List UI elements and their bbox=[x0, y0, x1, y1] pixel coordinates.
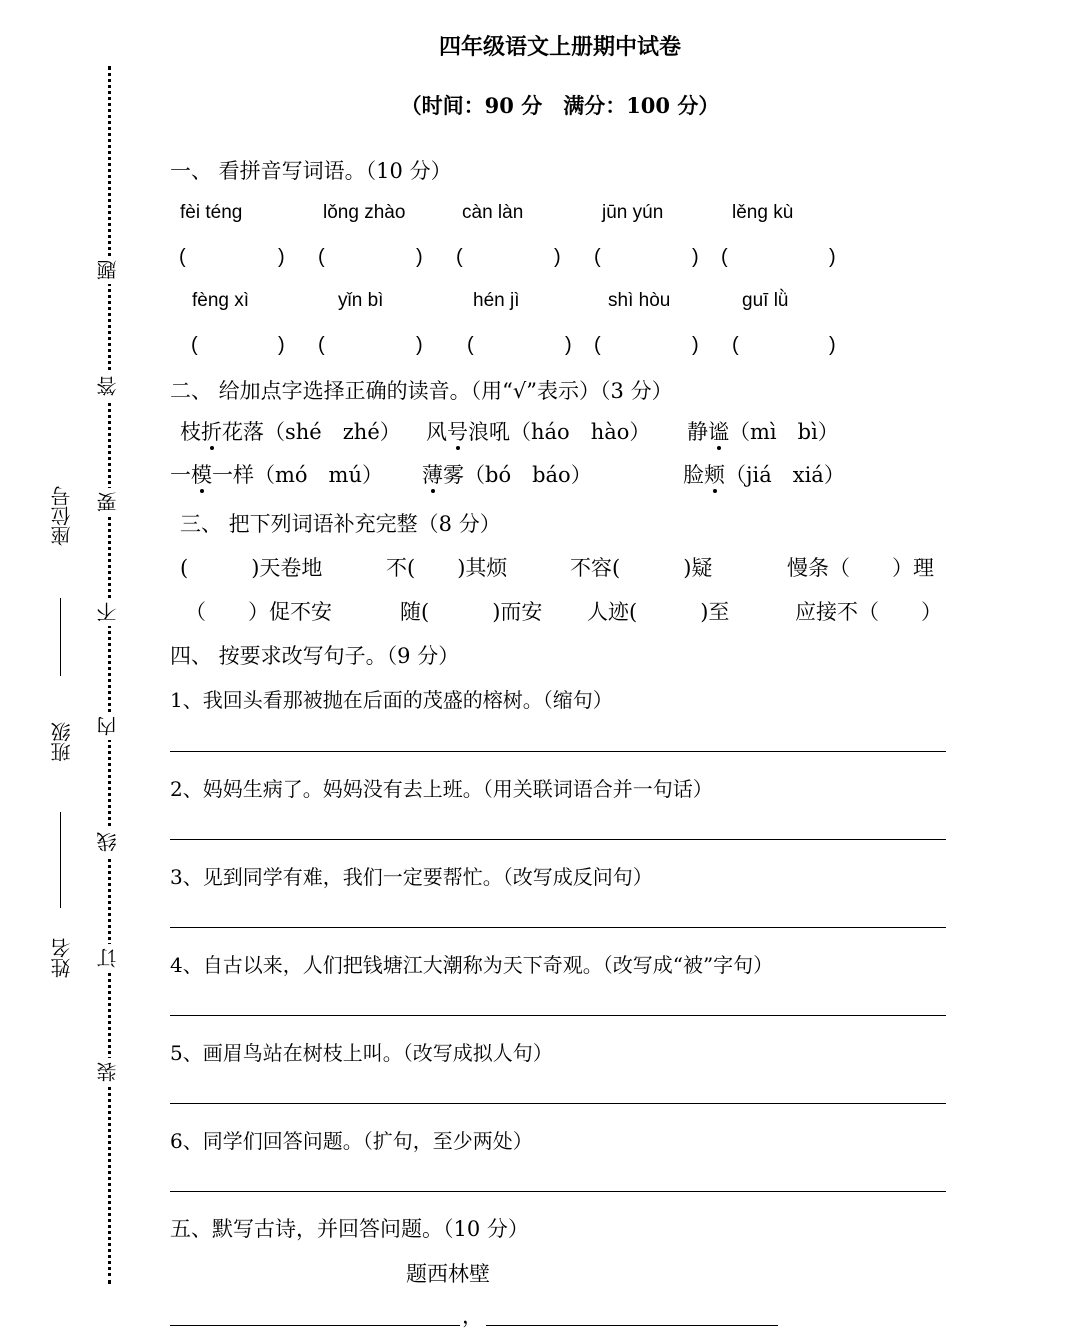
answer-line[interactable] bbox=[170, 1103, 946, 1104]
reading-item: 一模一样（mó mú） bbox=[170, 463, 383, 487]
binding-char: 答 bbox=[98, 372, 118, 400]
reading-item: 风号浪吼（háo hào） bbox=[426, 420, 651, 444]
binding-char: 题 bbox=[98, 256, 118, 284]
answer-line[interactable] bbox=[170, 839, 946, 840]
answer-paren-open: ( bbox=[594, 246, 601, 268]
section3-heading: 三、 把下列词语补充完整（8 分） bbox=[180, 512, 501, 536]
answer-paren-close: ) bbox=[692, 246, 699, 268]
idiom-item: 慢条（ ）理 bbox=[787, 556, 934, 580]
poem-line-2[interactable] bbox=[486, 1325, 778, 1326]
answer-line[interactable] bbox=[170, 751, 946, 752]
binding-char: 线 bbox=[98, 828, 118, 856]
class-label: 班级 bbox=[50, 722, 74, 762]
answer-paren-open: ( bbox=[467, 334, 474, 356]
section5-heading: 五、默写古诗，并回答问题。（10 分） bbox=[170, 1217, 529, 1241]
pinyin: fèi téng bbox=[180, 202, 243, 223]
pinyin: lǒng zhào bbox=[323, 202, 406, 223]
idiom-item: 随( )而安 bbox=[400, 600, 543, 624]
answer-line[interactable] bbox=[170, 1191, 946, 1192]
pinyin: jūn yún bbox=[602, 202, 664, 223]
binding-dotted-line bbox=[108, 66, 111, 1284]
idiom-item: （ ）促不安 bbox=[185, 600, 332, 624]
pinyin: shì hòu bbox=[608, 290, 671, 311]
pinyin: fèng xì bbox=[192, 290, 250, 311]
poem-title: 题西林壁 bbox=[406, 1262, 490, 1286]
seat-number-label: 座位号 bbox=[50, 486, 74, 546]
rewrite-question: 4、自古以来，人们把钱塘江大潮称为天下奇观。（改写成“被”字句） bbox=[170, 953, 774, 977]
page-title: 四年级语文上册期中试卷 bbox=[438, 34, 681, 60]
name-label: 姓名 bbox=[50, 938, 74, 978]
binding-char: 要 bbox=[98, 488, 118, 516]
answer-line[interactable] bbox=[170, 1015, 946, 1016]
rewrite-question: 6、同学们回答问题。（扩句，至少两处） bbox=[170, 1129, 533, 1153]
answer-paren-open: ( bbox=[456, 246, 463, 268]
answer-paren-open: ( bbox=[318, 246, 325, 268]
reading-item: 枝折花落（shé zhé） bbox=[180, 420, 401, 444]
answer-paren-close: ) bbox=[416, 334, 423, 356]
seat-number-field[interactable] bbox=[60, 598, 61, 676]
answer-paren-open: ( bbox=[318, 334, 325, 356]
answer-paren-close: ) bbox=[829, 246, 836, 268]
answer-paren-open: ( bbox=[191, 334, 198, 356]
answer-paren-open: ( bbox=[721, 246, 728, 268]
pinyin: yǐn bì bbox=[338, 290, 384, 311]
binding-char: 内 bbox=[98, 712, 118, 740]
rewrite-question: 2、妈妈生病了。妈妈没有去上班。（用关联词语合并一句话） bbox=[170, 777, 713, 801]
answer-paren-close: ) bbox=[416, 246, 423, 268]
answer-paren-close: ) bbox=[692, 334, 699, 356]
binding-char: 装 bbox=[98, 1058, 118, 1086]
rewrite-question: 1、我回头看那被抛在后面的茂盛的榕树。（缩句） bbox=[170, 688, 613, 712]
answer-paren-close: ) bbox=[565, 334, 572, 356]
pinyin: hén jì bbox=[473, 290, 520, 311]
rewrite-question: 5、画眉鸟站在树枝上叫。（改写成拟人句） bbox=[170, 1041, 553, 1065]
reading-item: 脸颊（jiá xiá） bbox=[683, 463, 845, 487]
pinyin: lěng kù bbox=[732, 202, 794, 223]
answer-paren-close: ) bbox=[278, 334, 285, 356]
answer-paren-open: ( bbox=[594, 334, 601, 356]
answer-paren-open: ( bbox=[179, 246, 186, 268]
poem-comma: ， bbox=[462, 1304, 483, 1328]
answer-paren-close: ) bbox=[554, 246, 561, 268]
idiom-item: 人迹( )至 bbox=[587, 600, 730, 624]
reading-item: 薄雾（bó báo） bbox=[422, 463, 592, 487]
answer-paren-close: ) bbox=[829, 334, 836, 356]
answer-paren-close: ) bbox=[278, 246, 285, 268]
rewrite-question: 3、见到同学有难，我们一定要帮忙。（改写成反问句） bbox=[170, 865, 653, 889]
idiom-item: 应接不（ ） bbox=[795, 600, 942, 624]
idiom-item: 不容( )疑 bbox=[570, 556, 713, 580]
pinyin: guī lǜ bbox=[742, 290, 789, 311]
class-field[interactable] bbox=[60, 812, 61, 908]
reading-item: 静谧（mì bì） bbox=[687, 420, 839, 444]
pinyin: càn làn bbox=[462, 202, 524, 223]
poem-line-1[interactable] bbox=[170, 1325, 460, 1326]
idiom-item: 不( )其烦 bbox=[386, 556, 508, 580]
page-subtitle: （时间：90 分 满分：100 分） bbox=[400, 93, 720, 118]
section2-heading: 二、 给加点字选择正确的读音。（用“√”表示）（3 分） bbox=[170, 379, 673, 403]
binding-char: 不 bbox=[98, 598, 118, 626]
answer-paren-open: ( bbox=[732, 334, 739, 356]
idiom-item: ( )天卷地 bbox=[180, 556, 323, 580]
section4-heading: 四、 按要求改写句子。（9 分） bbox=[170, 644, 460, 668]
answer-line[interactable] bbox=[170, 927, 946, 928]
section1-heading: 一、 看拼音写词语。（10 分） bbox=[170, 159, 452, 183]
binding-char: 订 bbox=[98, 944, 118, 972]
